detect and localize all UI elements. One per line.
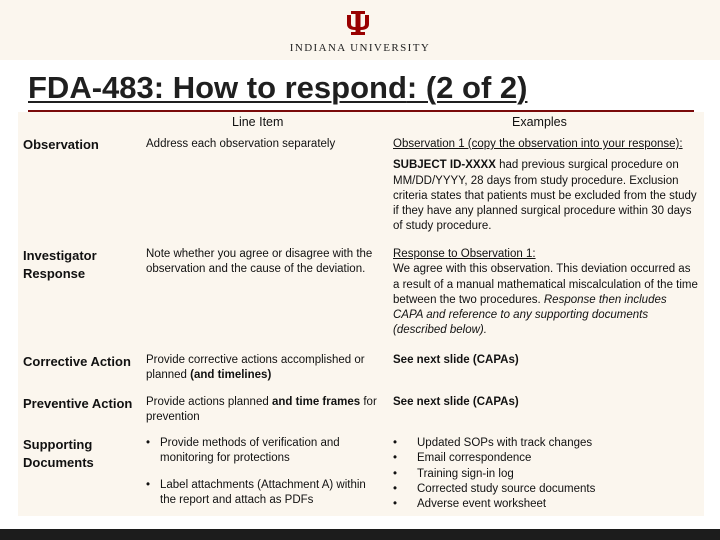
example-supporting-documents (393, 436, 699, 512)
observation-text (393, 158, 699, 234)
title-suffix: : (2 of 2) (406, 70, 528, 105)
example-preventive-action: See next slide (CAPAs) (393, 396, 519, 408)
bullet: • (393, 467, 398, 480)
list-item (393, 467, 699, 482)
subject-id: SUBJECT ID-XXXX (393, 159, 496, 172)
list-item (393, 436, 699, 451)
row-label-corrective-action: Corrective Action (23, 354, 131, 369)
line-item-supporting-documents (146, 436, 378, 508)
response-italic: Response then includes CAPA and reference to any supporting documents (described below). (393, 293, 667, 337)
list-item (393, 497, 699, 512)
university-name: INDIANA UNIVERSITY (289, 42, 431, 54)
row-label-preventive-action: Preventive Action (23, 396, 133, 411)
corrective-bold: (and timelines) (190, 369, 272, 382)
header-examples: Examples (512, 115, 567, 129)
bullet: • (393, 452, 398, 465)
list-item-text: Label attachments (Attachment A) within the report and attach as PDFs (160, 478, 366, 506)
slide-header (0, 0, 720, 60)
preventive-end: for prevention (146, 396, 377, 424)
bottom-bar (0, 529, 720, 540)
list-item-text: Email correspondence (417, 452, 532, 465)
bullet: • (146, 478, 151, 491)
list-item (393, 482, 699, 497)
example-investigator-response (393, 247, 699, 339)
list-item-text: Corrected study source documents (417, 482, 596, 495)
observation-heading: Observation 1 (copy the observation into your response): (393, 138, 683, 150)
line-item-investigator-response: Note whether you agree or disagree with the observation and the cause of the deviation. (146, 248, 373, 276)
example-corrective-action: See next slide (CAPAs) (393, 354, 519, 366)
response-heading: Response to Observation 1: (393, 248, 536, 260)
row-label-investigator-response: Investigator Response (23, 248, 97, 281)
list-item-text: Training sign-in log (417, 467, 514, 480)
list-item (146, 478, 378, 509)
list-item-text: Updated SOPs with track changes (417, 437, 593, 449)
line-item-preventive-action (146, 395, 386, 426)
list-item (393, 451, 699, 466)
observation-detail: had previous surgical procedure on MM/DD/YYYY, 28 days from study procedure. Exclusion criteria states that patients must be excluded from the study if they have any planned surgical procedure within 30 days of study procedure. (393, 159, 697, 233)
response-plain: We agree with this observation. This deviation occurred as a result of a manual mathematical miscalculation of the time between the two procedures. (393, 263, 698, 306)
row-label-observation: Observation (23, 137, 99, 152)
list-item-text: Adverse event worksheet (417, 498, 547, 511)
line-item-observation: Address each observation separately (146, 138, 336, 150)
iu-trident-icon (346, 10, 370, 36)
bullet: • (393, 437, 398, 449)
response-text (393, 262, 699, 338)
bullet: • (146, 437, 151, 449)
row-label-supporting-documents: Supporting Documents (23, 437, 94, 470)
list-item (146, 436, 378, 467)
page-title (28, 70, 527, 106)
bullet: • (393, 498, 398, 511)
example-observation (393, 137, 699, 235)
header-line-item: Line Item (232, 115, 284, 129)
line-item-corrective-action (146, 353, 386, 384)
corrective-text: Provide corrective actions accomplished or planned (146, 354, 365, 382)
preventive-bold: and time frames (271, 396, 361, 408)
preventive-text: Provide actions planned (146, 396, 272, 408)
response-table (18, 112, 704, 516)
list-item-text: Provide methods of verification and monitoring for protections (160, 437, 340, 465)
bullet: • (393, 482, 398, 495)
title-main: FDA-483: How to respond (28, 70, 407, 105)
